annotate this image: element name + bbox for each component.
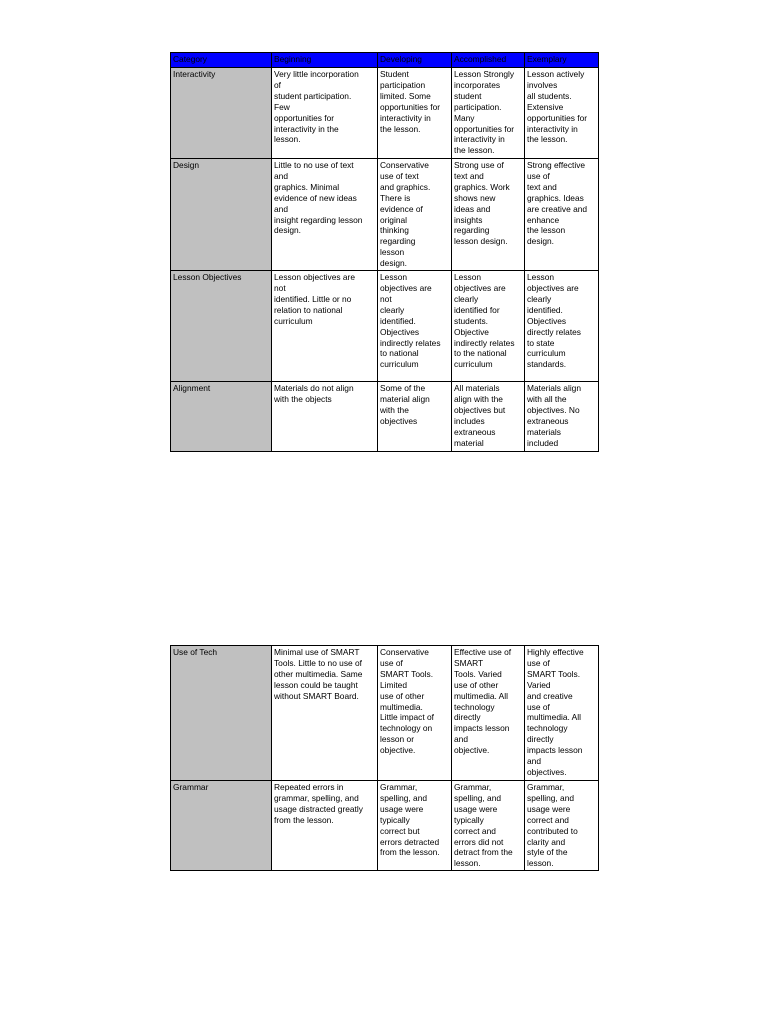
criteria-cell: Grammar, spelling, and usage were typically correct and errors did not detract from the lesson. <box>452 781 525 871</box>
criteria-cell: Grammar, spelling, and usage were typically correct but errors detracted from the lesson. <box>378 781 452 871</box>
category-cell: Interactivity <box>171 68 272 159</box>
header-category: Category <box>171 53 272 68</box>
criteria-cell: Little to no use of text and graphics. Minimal evidence of new ideas and insight regarding lesson design. <box>272 159 378 271</box>
criteria-cell: Grammar, spelling, and usage were correct and contributed to clarity and style of the lesson. <box>525 781 599 871</box>
criteria-cell: Lesson objectives are not identified. Little or no relation to national curriculum <box>272 271 378 382</box>
category-cell: Use of Tech <box>171 646 272 781</box>
table-row <box>171 781 599 871</box>
category-cell: Alignment <box>171 382 272 452</box>
table-row <box>171 382 599 452</box>
header-accomplished: Accomplished <box>452 53 525 68</box>
criteria-cell: Lesson objectives are clearly identified. Objectives directly relates to state curriculum standards. <box>525 271 599 382</box>
criteria-cell: Repeated errors in grammar, spelling, and usage distracted greatly from the lesson. <box>272 781 378 871</box>
category-cell: Lesson Objectives <box>171 271 272 382</box>
criteria-cell: Materials do not align with the objects <box>272 382 378 452</box>
table-row <box>171 159 599 271</box>
category-cell: Grammar <box>171 781 272 871</box>
criteria-cell: Lesson objectives are not clearly identified. Objectives indirectly relates to national curriculum <box>378 271 452 382</box>
criteria-cell: Conservative use of text and graphics. There is evidence of original thinking regarding lesson design. <box>378 159 452 271</box>
criteria-cell: Highly effective use of SMART Tools. Varied and creative use of multimedia. All technology directly impacts lesson and objectives. <box>525 646 599 781</box>
criteria-cell: Lesson actively involves all students. Extensive opportunities for interactivity in the lesson. <box>525 68 599 159</box>
header-developing: Developing <box>378 53 452 68</box>
criteria-cell: Lesson Strongly incorporates student participation. Many opportunities for interactivity in the lesson. <box>452 68 525 159</box>
criteria-cell: Strong effective use of text and graphics. Ideas are creative and enhance the lesson design. <box>525 159 599 271</box>
table-row <box>171 646 599 781</box>
criteria-cell: All materials align with the objectives but includes extraneous material <box>452 382 525 452</box>
table-row <box>171 68 599 159</box>
criteria-cell: Lesson objectives are clearly identified for students. Objective indirectly relates to the national curriculum <box>452 271 525 382</box>
header-beginning: Beginning <box>272 53 378 68</box>
rubric-table-2 <box>170 645 599 871</box>
category-cell: Design <box>171 159 272 271</box>
criteria-cell: Strong use of text and graphics. Work shows new ideas and insights regarding lesson design. <box>452 159 525 271</box>
criteria-cell: Student participation limited. Some opportunities for interactivity in the lesson. <box>378 68 452 159</box>
header-exemplary: Exemplary <box>525 53 599 68</box>
criteria-cell: Very little incorporation of student participation. Few opportunities for interactivity in the lesson. <box>272 68 378 159</box>
table-row <box>171 271 599 382</box>
criteria-cell: Effective use of SMART Tools. Varied use of other multimedia. All technology directly impacts lesson and objective. <box>452 646 525 781</box>
criteria-cell: Minimal use of SMART Tools. Little to no use of other multimedia. Same lesson could be taught without SMART Board. <box>272 646 378 781</box>
criteria-cell: Some of the material align with the objectives <box>378 382 452 452</box>
header-row <box>171 53 599 68</box>
rubric-table-1 <box>170 52 599 452</box>
criteria-cell: Conservative use of SMART Tools. Limited use of other multimedia. Little impact of technology on lesson or objective. <box>378 646 452 781</box>
criteria-cell: Materials align with all the objectives. No extraneous materials included <box>525 382 599 452</box>
